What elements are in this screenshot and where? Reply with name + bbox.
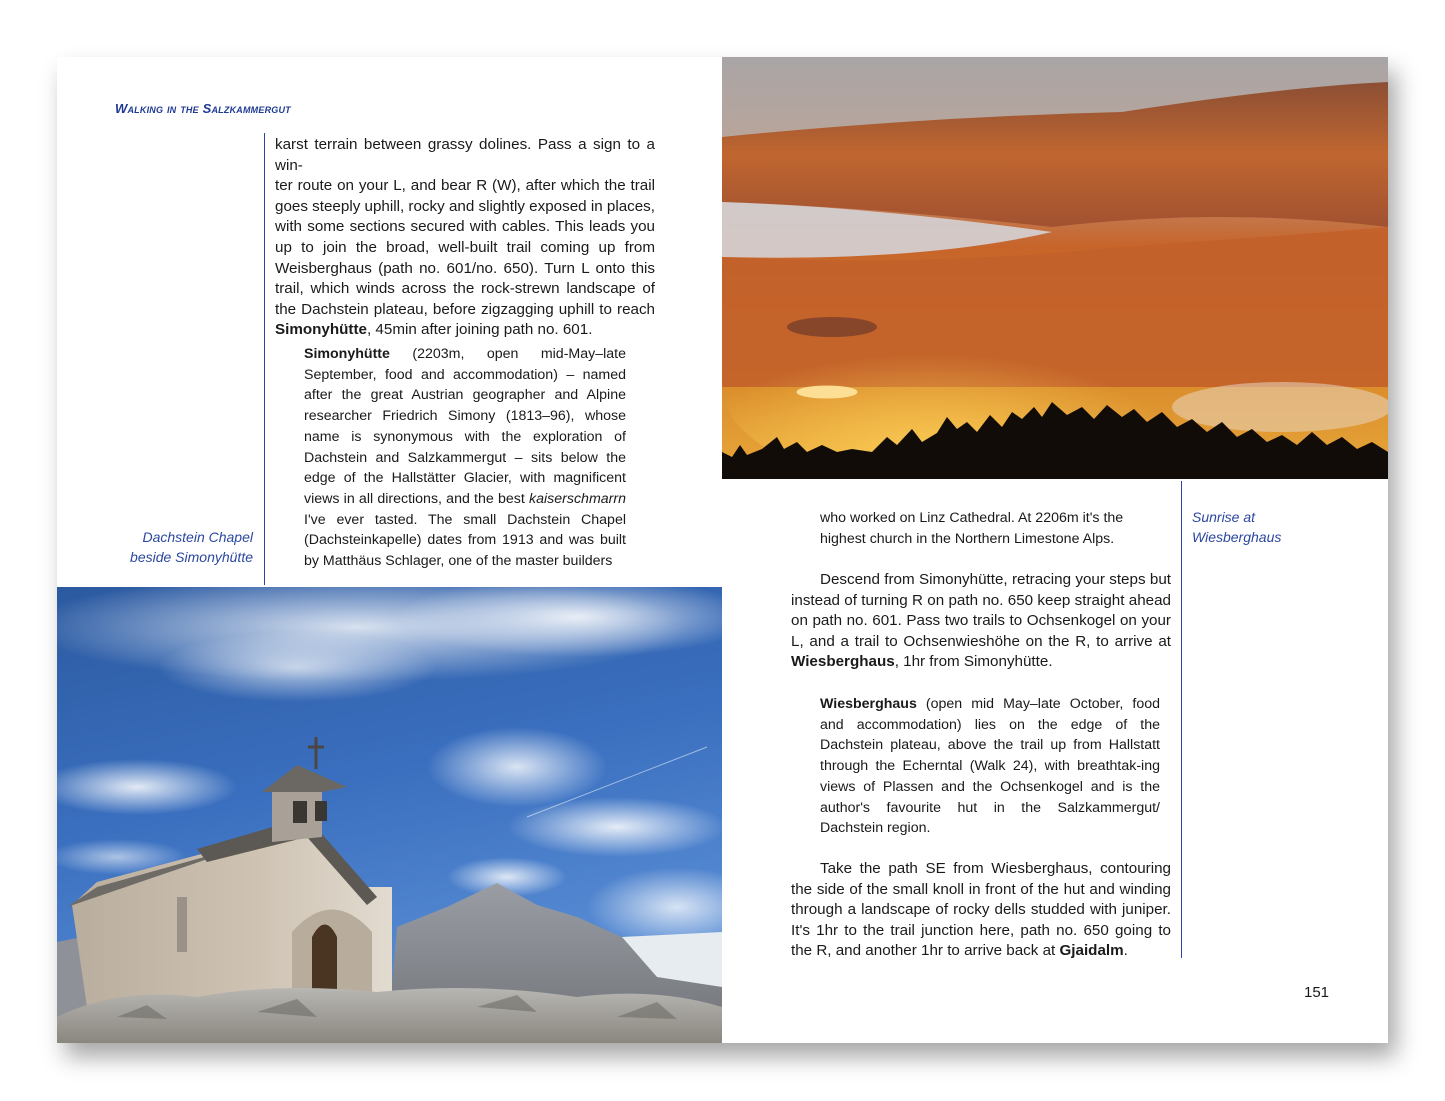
paragraph-descend: Descend from Simonyhütte, retracing your steps but instead of turning R on path no. 650 keep straight ahead on path no. 601. Pass two trails to Ochsenkogel on your L, and a trail to Ochsenwieshöhe on the R, to arrive at Wiesberghaus, 1hr from Simonyhütte. xyxy=(791,571,1171,671)
right-page xyxy=(722,57,1388,1043)
aside-continued: who worked on Linz Cathedral. At 2206m it's the highest church in the Northern Limestone Alps. xyxy=(820,510,1124,547)
aside-simonyhutte: Simonyhütte (2203m, open mid-May–late September, food and accommodation) – named after the great Austrian geographer and Alpine researcher Friedrich Simony (1813–96), whose name is synonymous with the exploration of Dachstein and Salzkammergut – sits below the edge of the Hallstätter Glacier, with magnificent views in all directions, and the best kaiserschmarrn I've ever tasted. The small Dachstein Chapel (Dachsteinkapelle) dates from 1913 and was built by Matthäus Schlager, one of the master builders xyxy=(304,346,626,570)
paragraph-take: Take the path SE from Wiesberghaus, contouring the side of the small knoll in front of the hut and winding through a landscape of rocky dells studded with juniper. It's 1hr to the trail junction here, path no. 650 going to the R, and another 1hr to arrive back at Gjaidalm. xyxy=(791,860,1171,960)
line: karst terrain between grassy dolines. Pass a sign to a win- xyxy=(275,136,655,174)
line: up to join the broad, well-built trail coming up from xyxy=(275,238,655,256)
line: the Dachstein plateau, before zigzagging uphill to reach xyxy=(275,300,655,318)
book-spread xyxy=(57,57,1388,1043)
aside-wiesberghaus: Wiesberghaus (open mid May–late October, food and accommodation) lies on the edge of the Dachstein plateau, above the trail up from Hallstatt through the Echerntal (Walk 24), with breathtak-ing views of Plassen and the Ochsenkogel and is the author's favourite hut in the Salzkammergut/ Dachstein region. xyxy=(820,696,1160,837)
chapel-photo xyxy=(57,587,722,1043)
place-name: Gjaidalm xyxy=(1059,942,1124,960)
line: ter route on your L, and bear R (W), after which the trail xyxy=(275,177,655,195)
page-number: 151 xyxy=(1304,984,1330,1001)
photo-caption-sunrise: Sunrise at Wiesberghaus xyxy=(1192,509,1282,545)
line: Weisberghaus (path no. 601/no. 650). Turn L onto this xyxy=(275,259,655,277)
italic-term: kaiserschmarrn xyxy=(529,490,626,507)
place-name: Simonyhütte xyxy=(275,321,367,339)
line: trail, which winds across the rock-strewn landscape of xyxy=(275,280,655,298)
margin-rule-left xyxy=(264,133,265,585)
margin-rule-right xyxy=(1181,481,1182,958)
aside-title: Simonyhütte xyxy=(304,346,390,362)
photo-caption-chapel: Dachstein Chapel beside Simonyhütte xyxy=(130,529,253,565)
running-head: Walking in the Salzkammergut xyxy=(115,101,291,116)
main-paragraph xyxy=(275,135,655,341)
line: Simonyhütte, 45min after joining path no. 601. xyxy=(275,321,593,339)
sunrise-photo xyxy=(722,57,1388,479)
aside-title: Wiesberghaus xyxy=(820,696,917,712)
line: goes steeply uphill, rocky and slightly exposed in places, xyxy=(275,197,655,215)
left-page xyxy=(57,57,722,1043)
place-name: Wiesberghaus xyxy=(791,653,895,671)
line: with some sections secured with cables. This leads you xyxy=(275,218,655,236)
